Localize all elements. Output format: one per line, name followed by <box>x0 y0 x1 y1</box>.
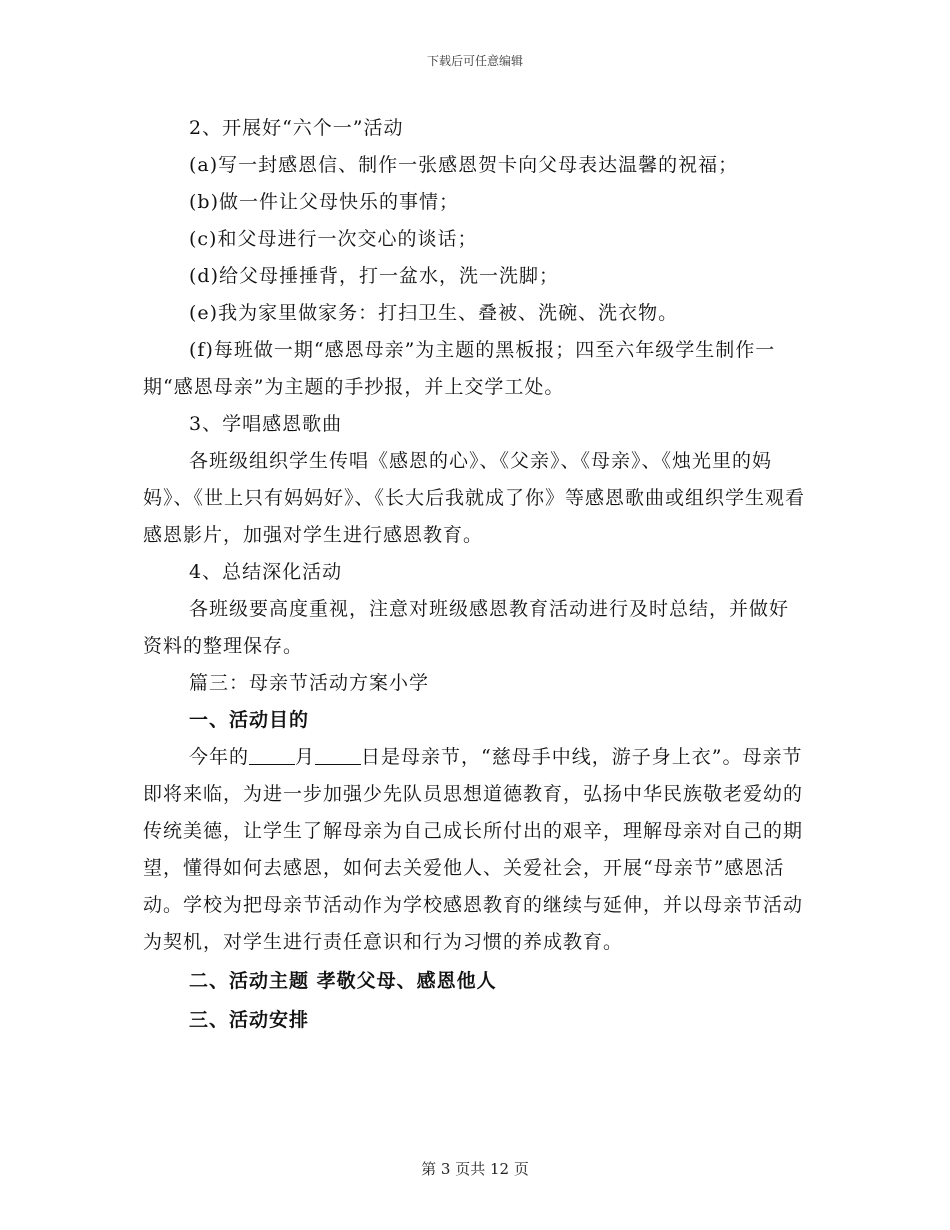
date-month: 月 <box>295 746 316 768</box>
paragraph: (a)写一封感恩信、制作一张感恩贺卡向父母表达温馨的祝福； <box>189 154 739 176</box>
page-header: 下载后可任意编辑 <box>426 54 523 68</box>
document-body <box>143 110 807 1039</box>
date-prefix: 今年的 <box>189 746 250 768</box>
paragraph: (e)我为家里做家务：打扫卫生、叠被、洗碗、洗衣物。 <box>189 302 679 324</box>
paragraph: (b)做一件让父母快乐的事情； <box>189 191 459 213</box>
paragraph: 各班级组织学生传唱《感恩的心》、《父亲》、《母亲》、《烛光里的妈妈》、《世上只有妈妈好》、《长大后我就成了你》等感恩歌曲或组织学生观看感恩影片，加强对学生进行感恩教育。 <box>143 450 806 546</box>
heading: 二、活动主题 孝敬父母、感恩他人 <box>189 970 497 992</box>
paragraph: (d)给父母捶捶背，打一盆水，洗一洗脚； <box>189 265 559 287</box>
heading: 三、活动安排 <box>189 1009 310 1031</box>
paragraph: (f)每班做一期“感恩母亲”为主题的黑板报；四至六年级学生制作一期“感恩母亲”为主题的手抄报，并上交学工处。 <box>143 339 776 398</box>
blank-line <box>249 746 295 765</box>
heading: 一、活动目的 <box>189 709 310 731</box>
date-paragraph <box>143 739 807 961</box>
paragraph: 4、总结深化活动 <box>189 561 343 583</box>
date-rest: 日是母亲节，“慈母手中线，游子身上衣”。母亲节即将来临，为进一步加强少先队员思想道德教育，弘扬中华民族敬老爱幼的传统美德，让学生了解母亲为自己成长所付出的艰辛，理解母亲对自己的期望，懂得如何去感恩，如何去关爱他人、关爱社会，开展“母亲节”感恩活动。学校为把母亲节活动作为学校感恩教育的继续与延伸，并以母亲节活动为契机，对学生进行责任意识和行为习惯的养成教育。 <box>143 746 804 953</box>
paragraph: 各班级要高度重视，注意对班级感恩教育活动进行及时总结，并做好资料的整理保存。 <box>143 598 790 657</box>
paragraph: 2、开展好“六个一”活动 <box>189 117 404 139</box>
blank-line <box>315 746 361 765</box>
page-footer: 第 3 页共 12 页 <box>421 1160 529 1178</box>
section-title: 篇三：母亲节活动方案小学 <box>189 672 430 694</box>
paragraph: (c)和父母进行一次交心的谈话； <box>189 228 478 250</box>
paragraph: 3、学唱感恩歌曲 <box>189 413 343 435</box>
